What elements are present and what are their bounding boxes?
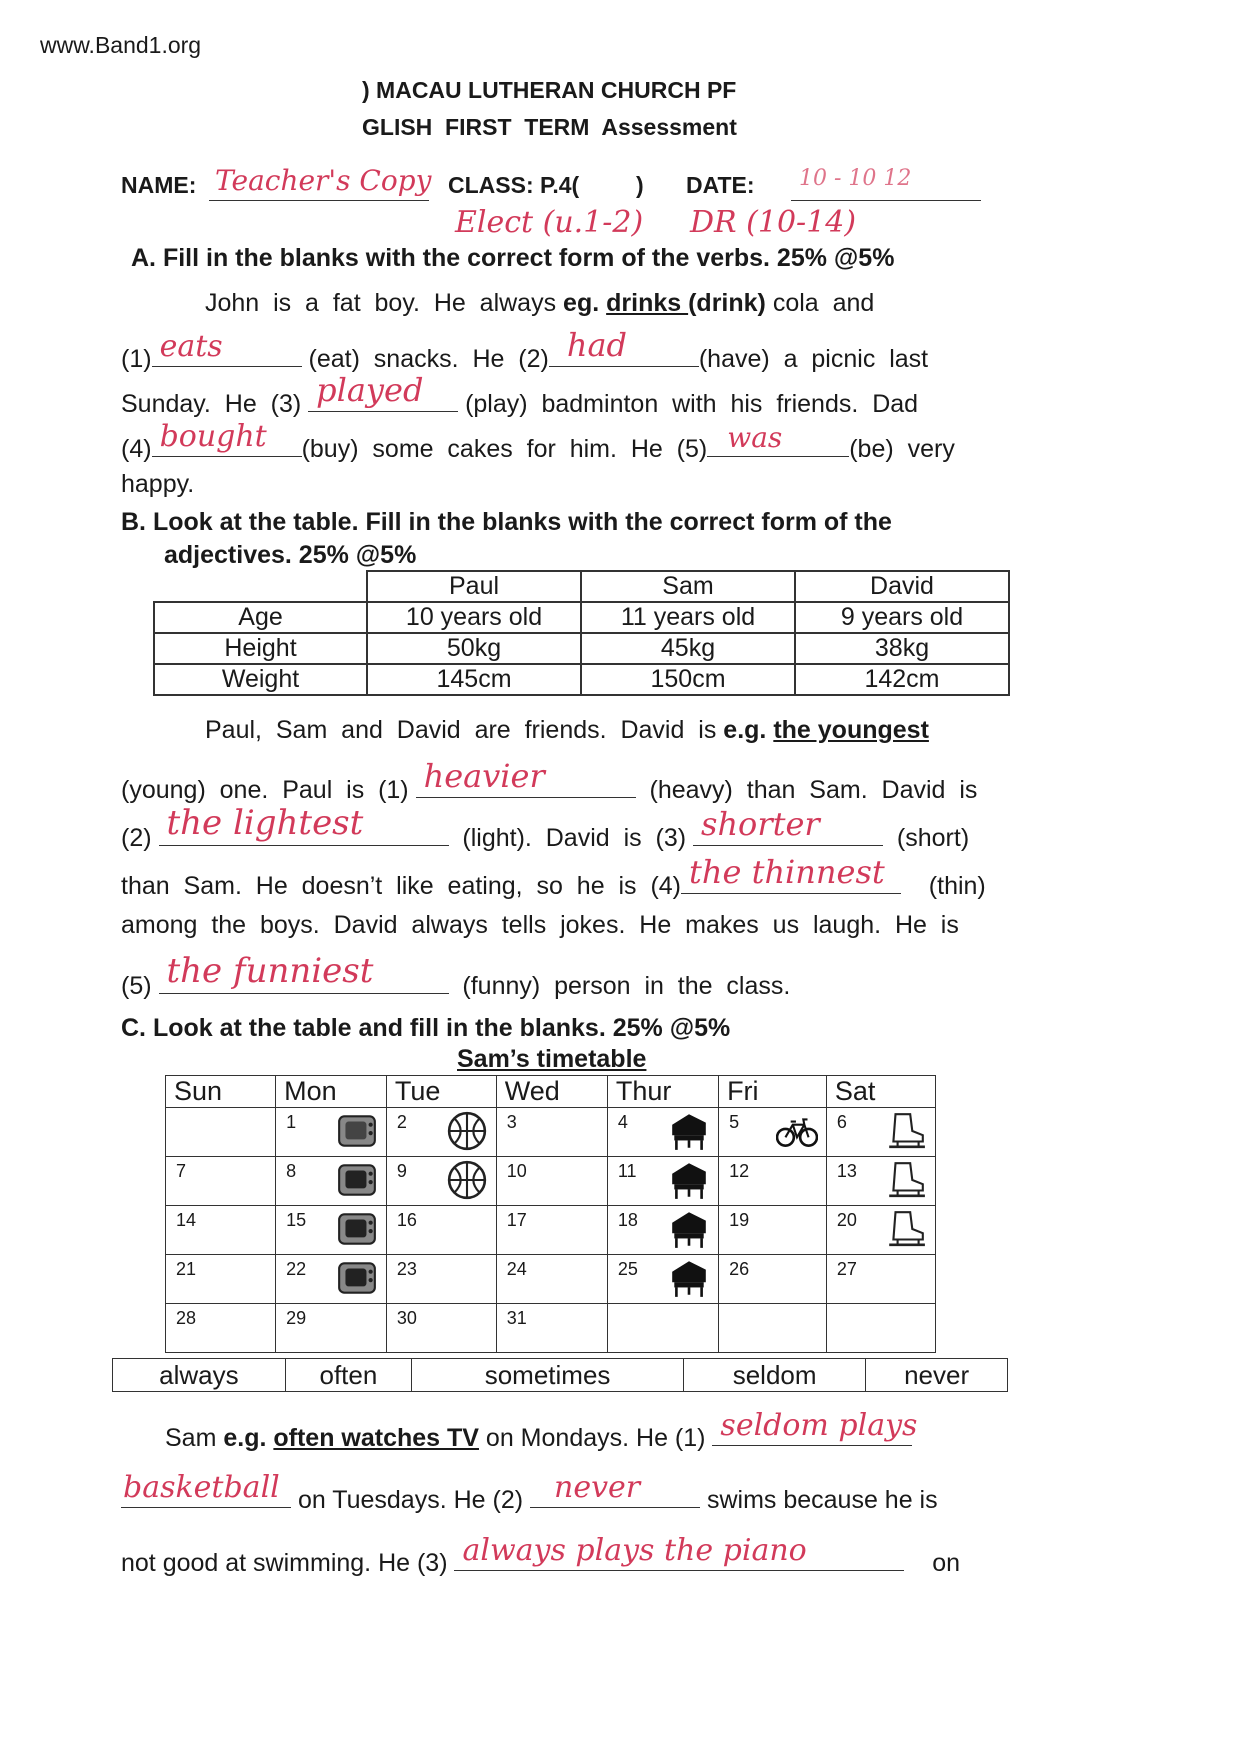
stats-cell: Weight xyxy=(154,664,367,695)
ice-skate-icon xyxy=(885,1110,927,1152)
class-label: CLASS: P.4( xyxy=(448,172,580,198)
date-number: 31 xyxy=(506,1308,527,1328)
stats-corner xyxy=(154,571,367,602)
site-watermark: www.Band1.org xyxy=(40,32,202,58)
date-number: 1 xyxy=(286,1112,297,1132)
day-cell xyxy=(496,1108,607,1157)
eg-answer: the youngest xyxy=(773,716,929,744)
day-cell xyxy=(607,1108,718,1157)
stats-cell: 38kg xyxy=(795,633,1009,664)
timetable-week xyxy=(166,1255,936,1304)
day-header: Mon xyxy=(276,1076,387,1108)
day-cell xyxy=(166,1108,276,1157)
day-cell xyxy=(496,1304,607,1353)
date-number: 17 xyxy=(506,1210,527,1230)
date-number: 22 xyxy=(286,1259,307,1279)
answer-c2: never xyxy=(554,1470,641,1505)
text: (play) badminton with his friends. Dad xyxy=(458,390,919,418)
day-header: Tue xyxy=(386,1076,496,1108)
section-a-title: A. Fill in the blanks with the correct form of the verbs. 25% @5% xyxy=(131,244,895,272)
timetable-title: Sam’s timetable xyxy=(457,1045,647,1073)
date-number: 6 xyxy=(836,1112,847,1132)
day-cell xyxy=(386,1206,496,1255)
answer-blank-b4[interactable] xyxy=(681,853,901,894)
day-header: Wed xyxy=(496,1076,607,1108)
answer-blank-b5[interactable] xyxy=(159,951,449,994)
date-number: 30 xyxy=(396,1308,417,1328)
timetable xyxy=(165,1075,936,1353)
day-header: Sun xyxy=(166,1076,276,1108)
date-label: DATE: xyxy=(686,172,755,198)
date-number: 27 xyxy=(836,1259,857,1279)
day-cell xyxy=(276,1108,387,1157)
date-number: 11 xyxy=(617,1161,637,1181)
text: (be) very xyxy=(849,435,955,463)
bicycle-icon xyxy=(776,1110,818,1152)
date-number: 12 xyxy=(729,1161,750,1181)
answer-a1: eats xyxy=(159,329,223,364)
day-cell xyxy=(386,1304,496,1353)
frequency-row xyxy=(113,1359,1008,1392)
date-number: 8 xyxy=(286,1161,297,1181)
day-cell xyxy=(166,1206,276,1255)
text: cola and xyxy=(772,289,875,317)
date-number: 19 xyxy=(729,1210,750,1230)
timetable-week xyxy=(166,1157,936,1206)
day-header: Sat xyxy=(826,1076,935,1108)
day-cell xyxy=(826,1304,935,1353)
text: (thin) xyxy=(928,872,986,900)
tv-icon xyxy=(336,1110,378,1152)
answer-b4: the thinnest xyxy=(689,853,885,891)
section-a-line-4 xyxy=(121,419,955,464)
section-c-line-1 xyxy=(165,1408,918,1453)
stats-cell: 10 years old xyxy=(367,602,581,633)
timetable-week xyxy=(166,1206,936,1255)
frequency-word: always xyxy=(113,1359,286,1392)
date-number: 20 xyxy=(836,1210,857,1230)
day-cell xyxy=(166,1255,276,1304)
answer-blank-b1[interactable] xyxy=(416,757,636,798)
basketball-icon xyxy=(446,1159,488,1201)
piano-icon xyxy=(668,1110,710,1152)
piano-icon xyxy=(668,1257,710,1299)
text: (heavy) than Sam. David is xyxy=(649,776,978,804)
text: (1) xyxy=(121,345,152,373)
section-c-line-3 xyxy=(121,1533,961,1578)
piano-icon xyxy=(668,1159,710,1201)
text: (have) a picnic last xyxy=(698,345,929,373)
note-dr: DR (10-14) xyxy=(690,205,857,240)
answer-blank-a2[interactable] xyxy=(549,326,699,367)
day-cell xyxy=(719,1108,827,1157)
class-close: ) xyxy=(636,172,644,198)
day-cell xyxy=(496,1206,607,1255)
date-number: 28 xyxy=(176,1308,197,1328)
text: Sunday. He (3) xyxy=(121,390,309,418)
date-number: 7 xyxy=(176,1161,187,1181)
name-field xyxy=(209,164,432,201)
day-cell xyxy=(826,1157,935,1206)
answer-a4: bought xyxy=(159,419,267,454)
stats-row xyxy=(154,602,1009,633)
answer-b5: the funniest xyxy=(166,951,374,991)
answer-b1: heavier xyxy=(423,757,545,795)
eg-answer: drinks xyxy=(606,289,689,317)
day-cell xyxy=(719,1255,827,1304)
date-handwriting: 10 - 10 12 xyxy=(799,166,912,191)
answer-blank-c1-cont[interactable] xyxy=(121,1470,291,1508)
day-cell xyxy=(826,1108,935,1157)
answer-blank-c3[interactable] xyxy=(454,1533,904,1571)
text: Paul, Sam and David are friends. David is xyxy=(205,716,724,744)
stats-header: Paul xyxy=(367,571,581,602)
day-cell xyxy=(386,1255,496,1304)
stats-row xyxy=(154,633,1009,664)
note-elect: Elect (u.1-2) xyxy=(455,205,644,240)
date-number: 18 xyxy=(617,1210,638,1230)
day-header: Fri xyxy=(719,1076,827,1108)
section-c-line-2 xyxy=(121,1470,938,1515)
text: (2) xyxy=(121,824,159,852)
answer-blank-c1[interactable] xyxy=(712,1408,918,1446)
exam-title: GLISH FIRST TERM Assessment xyxy=(362,114,737,140)
text: on Mondays. He (1) xyxy=(478,1424,713,1452)
frequency-word: sometimes xyxy=(412,1359,684,1392)
tv-icon xyxy=(336,1208,378,1250)
section-b-line-4 xyxy=(121,853,986,901)
stats-cell: 45kg xyxy=(581,633,795,664)
answer-c1: seldom plays xyxy=(720,1408,918,1443)
frequency-word: seldom xyxy=(684,1359,866,1392)
section-a-line-3 xyxy=(121,371,919,419)
date-number: 2 xyxy=(396,1112,407,1132)
day-cell xyxy=(826,1206,935,1255)
stats-header-row xyxy=(154,571,1009,602)
answer-blank-a4[interactable] xyxy=(152,419,302,457)
day-cell xyxy=(386,1108,496,1157)
answer-a3: played xyxy=(316,371,424,409)
stats-cell: Age xyxy=(154,602,367,633)
date-field xyxy=(791,164,981,201)
section-b-title-2: adjectives. 25% @5% xyxy=(164,541,417,569)
text: on xyxy=(932,1549,961,1577)
day-cell xyxy=(276,1255,387,1304)
stats-cell: 150cm xyxy=(581,664,795,695)
stats-cell: 11 years old xyxy=(581,602,795,633)
frequency-word: never xyxy=(866,1359,1008,1392)
section-a-line-2 xyxy=(121,326,929,374)
date-number: 4 xyxy=(617,1112,628,1132)
text: (eat) snacks. He (2) xyxy=(301,345,549,373)
info-row xyxy=(121,164,981,204)
section-b-line-3 xyxy=(121,803,970,853)
text: (5) xyxy=(121,972,159,1000)
tv-icon xyxy=(336,1257,378,1299)
answer-blank-a5[interactable] xyxy=(707,422,849,457)
tv-icon xyxy=(336,1159,378,1201)
answer-blank-c2[interactable] xyxy=(530,1470,700,1508)
school-name: ) MACAU LUTHERAN CHURCH PF xyxy=(362,77,737,103)
date-number: 16 xyxy=(396,1210,417,1230)
eg-label: e.g. xyxy=(223,1424,267,1452)
day-cell xyxy=(496,1157,607,1206)
section-b-line-6 xyxy=(121,951,791,1001)
text: Sam xyxy=(165,1424,224,1452)
stats-cell: 9 years old xyxy=(795,602,1009,633)
stats-table xyxy=(153,570,1010,696)
answer-b3: shorter xyxy=(701,805,820,843)
answer-b2: the lightest xyxy=(166,803,364,843)
text: than Sam. He doesn’t like eating, so he is (4) xyxy=(121,872,681,900)
stats-row xyxy=(154,664,1009,695)
name-label: NAME: xyxy=(121,172,197,198)
date-number: 21 xyxy=(176,1259,197,1279)
day-cell xyxy=(276,1157,387,1206)
section-c-title: C. Look at the table and fill in the blanks. 25% @5% xyxy=(121,1014,731,1042)
text: John is a fat boy. He always xyxy=(205,289,564,317)
day-cell xyxy=(496,1255,607,1304)
answer-c3: always plays the piano xyxy=(462,1533,807,1568)
date-number: 9 xyxy=(396,1161,407,1181)
stats-cell: 145cm xyxy=(367,664,581,695)
text: (drink) xyxy=(688,289,773,317)
timetable-week xyxy=(166,1108,936,1157)
answer-blank-a1[interactable] xyxy=(152,329,302,367)
eg-label: eg. xyxy=(563,289,600,317)
day-cell xyxy=(607,1157,718,1206)
day-cell xyxy=(276,1206,387,1255)
text: (young) one. Paul is (1) xyxy=(121,776,416,804)
ice-skate-icon xyxy=(885,1159,927,1201)
name-handwriting: Teacher's Copy xyxy=(215,164,432,197)
answer-blank-b2[interactable] xyxy=(159,803,449,846)
date-number: 14 xyxy=(176,1210,197,1230)
text: (4) xyxy=(121,435,152,463)
text: (light). David is (3) xyxy=(462,824,694,852)
text: (funny) person in the class. xyxy=(462,972,791,1000)
day-cell xyxy=(607,1304,718,1353)
date-number: 3 xyxy=(506,1112,517,1132)
day-cell xyxy=(607,1206,718,1255)
date-number: 29 xyxy=(286,1308,307,1328)
timetable-header-row xyxy=(166,1076,936,1108)
date-number: 10 xyxy=(506,1161,527,1181)
stats-header: Sam xyxy=(581,571,795,602)
date-number: 15 xyxy=(286,1210,307,1230)
date-number: 25 xyxy=(617,1259,638,1279)
piano-icon xyxy=(668,1208,710,1250)
day-cell xyxy=(386,1157,496,1206)
text: not good at swimming. He (3) xyxy=(121,1549,455,1577)
stats-cell: Height xyxy=(154,633,367,664)
answer-blank-b3[interactable] xyxy=(693,805,883,846)
day-cell xyxy=(719,1304,827,1353)
section-a-line-5: happy. xyxy=(121,470,195,498)
ice-skate-icon xyxy=(885,1208,927,1250)
frequency-word: often xyxy=(285,1359,411,1392)
day-cell xyxy=(826,1255,935,1304)
text: (short) xyxy=(896,824,970,852)
day-cell xyxy=(276,1304,387,1353)
day-cell xyxy=(719,1157,827,1206)
frequency-table xyxy=(112,1358,1008,1392)
stats-cell: 142cm xyxy=(795,664,1009,695)
stats-header: David xyxy=(795,571,1009,602)
date-number: 5 xyxy=(729,1112,740,1132)
text: swims because he is xyxy=(700,1486,938,1514)
date-number: 26 xyxy=(729,1259,750,1279)
eg-answer: often watches TV xyxy=(273,1424,479,1452)
timetable-week xyxy=(166,1304,936,1353)
day-cell xyxy=(166,1304,276,1353)
day-cell xyxy=(607,1255,718,1304)
eg-label: e.g. xyxy=(723,716,767,744)
stats-cell: 50kg xyxy=(367,633,581,664)
answer-a5: was xyxy=(727,421,783,454)
text: (buy) some cakes for him. He (5) xyxy=(301,435,708,463)
section-a-line-1 xyxy=(205,289,874,318)
basketball-icon xyxy=(446,1110,488,1152)
answer-a2: had xyxy=(566,326,628,364)
day-cell xyxy=(166,1157,276,1206)
day-cell xyxy=(719,1206,827,1255)
section-b-title-1: B. Look at the table. Fill in the blanks with the correct form of the xyxy=(121,508,892,536)
section-b-line-1 xyxy=(205,716,929,745)
date-number: 13 xyxy=(836,1161,857,1181)
section-b-line-2 xyxy=(121,757,978,805)
section-b-line-5: among the boys. David always tells jokes. He makes us laugh. He is xyxy=(121,911,959,939)
answer-c1-cont: basketball xyxy=(123,1470,280,1505)
day-header: Thur xyxy=(607,1076,718,1108)
answer-blank-a3[interactable] xyxy=(308,371,458,412)
text: on Tuesdays. He (2) xyxy=(291,1486,531,1514)
date-number: 23 xyxy=(396,1259,417,1279)
date-number: 24 xyxy=(506,1259,527,1279)
